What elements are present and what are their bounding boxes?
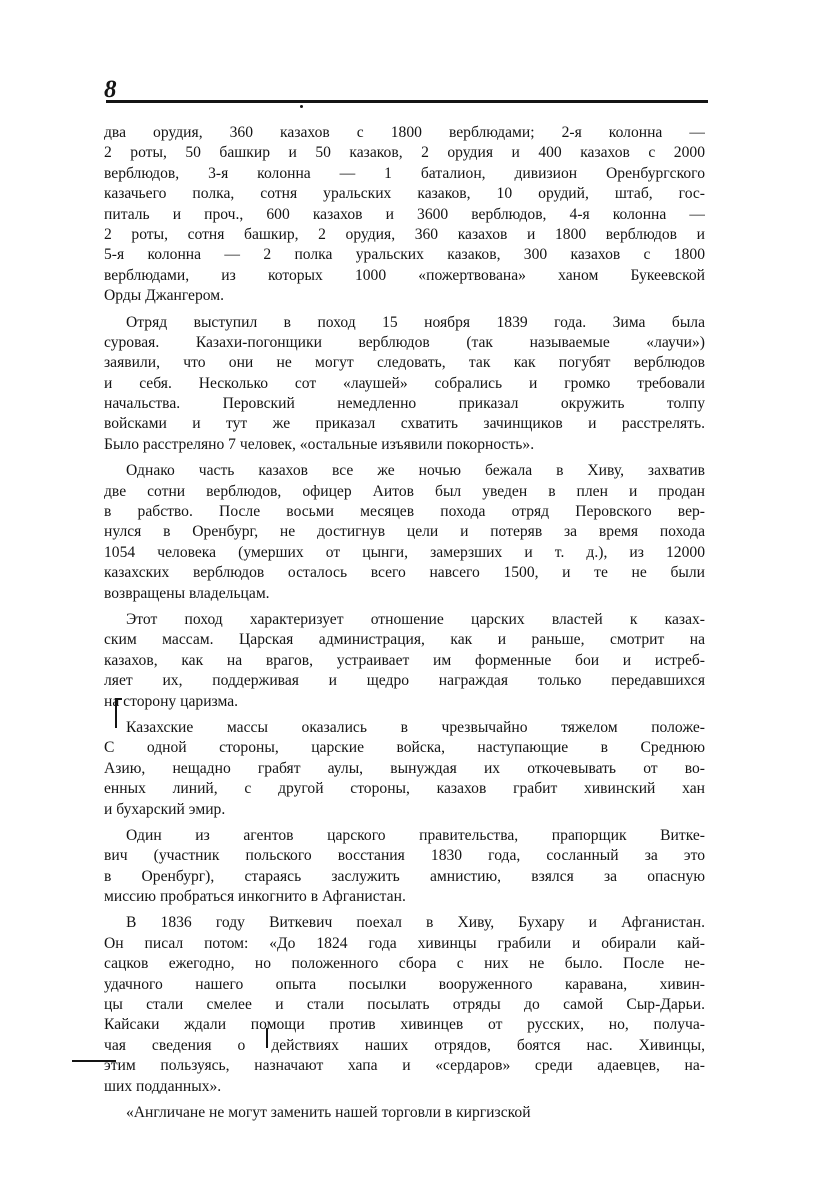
text-line: 1054 человека (умерших от цынги, замерзших и т. д.), из 12000 bbox=[104, 543, 705, 561]
text-line: два орудия, 360 казахов с 1800 верблюдами; 2-я колонна — bbox=[104, 124, 705, 141]
page-number: 8 bbox=[104, 76, 117, 103]
paragraph bbox=[104, 610, 705, 712]
text-line: казахов, как на врагов, устраивает им форменные бои и истреб- bbox=[104, 651, 705, 669]
text-line: Азию, нещадно грабят аулы, вынуждая их откочевывать от во- bbox=[104, 759, 705, 777]
text-line: Было расстреляно 7 человек, «остальные изъявили покорность». bbox=[104, 435, 535, 453]
paragraph bbox=[104, 1103, 705, 1123]
text-line: казачьего полка, сотня уральских казаков, 10 орудий, штаб, гос- bbox=[104, 185, 705, 203]
text-line: две сотни верблюдов, офицер Аитов был уведен в плен и продан bbox=[104, 482, 705, 500]
text-line: Один из агентов царского правительства, прапорщик Витке- bbox=[126, 826, 705, 844]
text-line: Кайсаки ждали помощи против хивинцев от русских, но, получа- bbox=[104, 1016, 705, 1034]
text-line: начальства. Перовский немедленно приказал окружить толпу bbox=[104, 395, 705, 413]
text-line: чая сведения о действиях наших отрядов, боятся нас. Хивинцы, bbox=[104, 1036, 705, 1054]
text-line: в Оренбург), стараясь заслужить амнистию, взялся за опасную bbox=[104, 867, 705, 885]
text-line: вич (участник польского восстания 1830 года, сосланный за это bbox=[104, 847, 705, 865]
text-line: удачного нашего опыта посылки вооруженного каравана, хивин- bbox=[104, 975, 705, 993]
text-line: верблюдами, из которых 1000 «пожертвована» ханом Букеевской bbox=[104, 266, 705, 284]
text-line: В 1836 году Виткевич поехал в Хиву, Бухару и Афганистан. bbox=[126, 914, 705, 932]
paragraph bbox=[104, 123, 705, 307]
text-line: войсками и тут же приказал схватить зачинщиков и расстрелять. bbox=[104, 415, 705, 433]
text-line: С одной стороны, царские войска, наступающие в Среднюю bbox=[104, 739, 705, 757]
text-line: в рабство. После восьми месяцев похода отряд Перовского вер- bbox=[104, 503, 705, 521]
text-line: цы стали смелее и стали посылать отряды до самой Сыр-Дарьи. bbox=[104, 996, 705, 1014]
text-line: Отряд выступил в поход 15 ноября 1839 года. Зима была bbox=[126, 313, 705, 331]
text-line: миссию пробраться инкогнито в Афганистан. bbox=[104, 888, 406, 906]
text-line: заявили, что они не могут следовать, так как погубят верблюдов bbox=[104, 354, 705, 372]
text-line: сацков ежегодно, но положенного сбора с них не было. После не- bbox=[104, 955, 705, 973]
text-line: ших подданных». bbox=[104, 1077, 222, 1095]
text-line: на сторону царизма. bbox=[104, 692, 239, 710]
text-line: 2 роты, 50 башкир и 50 казаков, 2 орудия и 400 казахов с 2000 bbox=[104, 144, 705, 162]
text-line: Однако часть казахов все же ночью бежала в Хиву, захватив bbox=[126, 462, 705, 480]
print-dot bbox=[300, 105, 303, 108]
text-line: и себя. Несколько сот «лаушей» собрались и громко требовали bbox=[104, 374, 705, 392]
paragraph bbox=[104, 826, 705, 908]
text-line: 5-я колонна — 2 полка уральских казаков, 300 казахов с 1800 bbox=[104, 246, 705, 264]
text-line: ляет их, поддерживая и щедро награждая только передавшихся bbox=[104, 672, 705, 690]
text-line: Он писал потом: «До 1824 года хивинцы грабили и обирали кай- bbox=[104, 934, 705, 952]
text-line: нулся в Оренбург, не достигнув цели и потеряв за время похода bbox=[104, 523, 705, 541]
text-line: Казахские массы оказались в чрезвычайно тяжелом положе- bbox=[126, 718, 705, 736]
paragraph bbox=[104, 718, 705, 820]
text-line: этим пользуясь, назначают хапа и «сердаров» среди адаевцев, на- bbox=[104, 1057, 705, 1075]
text-line: енных линий, с другой стороны, казахов грабит хивинский хан bbox=[104, 780, 705, 798]
text-line: 2 роты, сотня башкир, 2 орудия, 360 казахов и 1800 верблюдов и bbox=[104, 225, 705, 243]
text-line: «Англичане не могут заменить нашей торговли в киргизской bbox=[126, 1103, 531, 1121]
text-line: ским массам. Царская администрация, как и раньше, смотрит на bbox=[104, 631, 705, 649]
paragraph bbox=[104, 313, 705, 456]
text-line: питаль и проч., 600 казахов и 3600 верблюдов, 4-я колонна — bbox=[104, 205, 705, 223]
paragraph bbox=[104, 461, 705, 604]
text-line: суровая. Казахи-погонщики верблюдов (так называемые «лаучи») bbox=[104, 333, 705, 351]
header-rule bbox=[106, 100, 708, 103]
text-line: Этот поход характеризует отношение царских властей к казах- bbox=[126, 610, 705, 628]
text-line: возвращены владельцам. bbox=[104, 584, 270, 602]
text-line: и бухарский эмир. bbox=[104, 800, 226, 818]
text-line: Орды Джангером. bbox=[104, 287, 225, 305]
body-text bbox=[104, 123, 705, 1129]
text-line: казахских верблюдов осталось всего навсего 1500, и те не были bbox=[104, 564, 705, 582]
text-line: верблюдов, 3-я колонна — 1 баталион, дивизион Оренбургского bbox=[104, 164, 705, 182]
paragraph bbox=[104, 913, 705, 1097]
